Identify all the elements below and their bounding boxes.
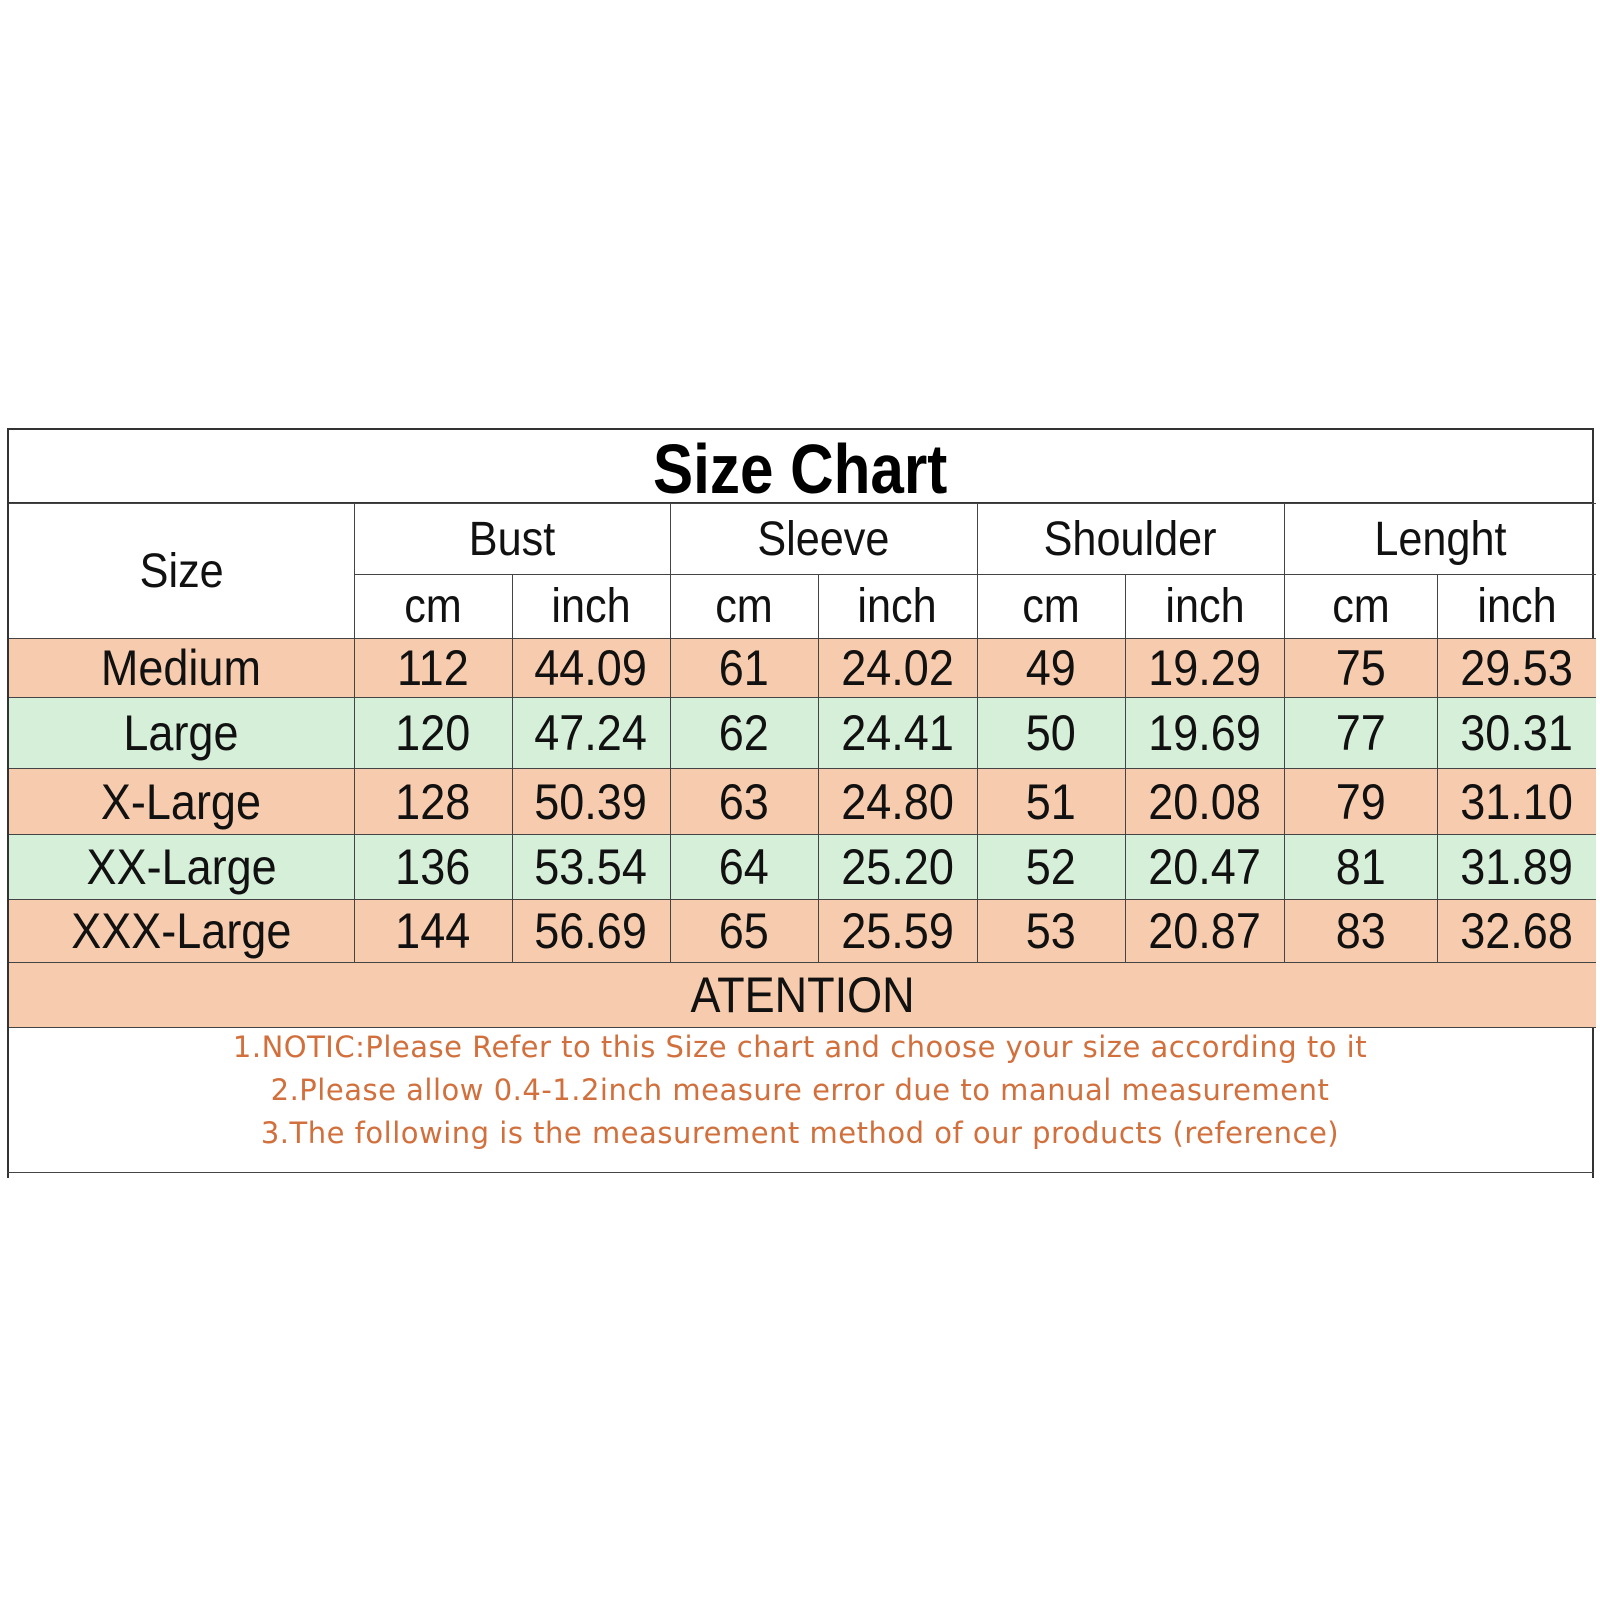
column-group-length: Lenght (1284, 504, 1596, 575)
divider (7, 1172, 1594, 1173)
size-label: XXX-Large (9, 900, 354, 963)
table-row (9, 835, 1596, 900)
table-cell: 20.47 (1125, 835, 1284, 900)
table-cell: 81 (1284, 835, 1437, 900)
size-label: Medium (9, 639, 354, 698)
unit-header: inch (512, 575, 670, 639)
table-cell: 62 (670, 698, 818, 769)
table-cell: 53 (977, 900, 1125, 963)
table-cell: 19.29 (1125, 639, 1284, 698)
table-cell: 83 (1284, 900, 1437, 963)
header-row-groups (9, 504, 1596, 575)
unit-header: inch (1437, 575, 1596, 639)
table-cell: 79 (1284, 769, 1437, 835)
unit-header: cm (977, 575, 1125, 639)
table-cell: 24.02 (818, 639, 977, 698)
table-row (9, 698, 1596, 769)
table-cell: 50.39 (512, 769, 670, 835)
size-chart (7, 428, 1594, 1178)
table-cell: 24.80 (818, 769, 977, 835)
column-header-size: Size (9, 504, 354, 639)
table-cell: 75 (1284, 639, 1437, 698)
title-row (9, 430, 1592, 508)
note-line: 1.NOTIC:Please Refer to this Size chart and choose your size according to it (232, 1030, 1368, 1064)
table-cell: 61 (670, 639, 818, 698)
column-group-sleeve: Sleeve (670, 504, 977, 575)
table-cell: 63 (670, 769, 818, 835)
table-cell: 112 (354, 639, 512, 698)
table-cell: 25.59 (818, 900, 977, 963)
column-group-bust: Bust (354, 504, 670, 575)
size-label: XX-Large (9, 835, 354, 900)
table-row (9, 639, 1596, 698)
table-cell: 19.69 (1125, 698, 1284, 769)
table-cell: 44.09 (512, 639, 670, 698)
table-cell: 30.31 (1437, 698, 1596, 769)
table-cell: 20.08 (1125, 769, 1284, 835)
column-group-shoulder: Shoulder (977, 504, 1284, 575)
page-title: Size Chart (653, 430, 948, 508)
table-cell: 24.41 (818, 698, 977, 769)
table-row (9, 769, 1596, 835)
note-line: 2.Please allow 0.4-1.2inch measure error due to manual measurement (270, 1073, 1330, 1107)
table-cell: 47.24 (512, 698, 670, 769)
unit-header: inch (1125, 575, 1284, 639)
unit-header: cm (354, 575, 512, 639)
table-cell: 77 (1284, 698, 1437, 769)
unit-header: cm (1284, 575, 1437, 639)
table-cell: 31.89 (1437, 835, 1596, 900)
table-cell: 32.68 (1437, 900, 1596, 963)
table-cell: 31.10 (1437, 769, 1596, 835)
attention-heading: ATENTION (9, 963, 1596, 1028)
table-cell: 128 (354, 769, 512, 835)
size-label: Large (9, 698, 354, 769)
size-label: X-Large (9, 769, 354, 835)
table-cell: 25.20 (818, 835, 977, 900)
size-table (9, 503, 1596, 1028)
table-cell: 49 (977, 639, 1125, 698)
table-cell: 136 (354, 835, 512, 900)
table-cell: 50 (977, 698, 1125, 769)
table-cell: 65 (670, 900, 818, 963)
table-cell: 20.87 (1125, 900, 1284, 963)
attention-row (9, 963, 1596, 1028)
unit-header: cm (670, 575, 818, 639)
table-cell: 51 (977, 769, 1125, 835)
note-line: 3.The following is the measurement method of our products (reference) (260, 1116, 1340, 1150)
table-cell: 120 (354, 698, 512, 769)
table-cell: 56.69 (512, 900, 670, 963)
table-cell: 53.54 (512, 835, 670, 900)
table-cell: 29.53 (1437, 639, 1596, 698)
unit-header: inch (818, 575, 977, 639)
table-cell: 144 (354, 900, 512, 963)
table-row (9, 900, 1596, 963)
table-cell: 64 (670, 835, 818, 900)
table-cell: 52 (977, 835, 1125, 900)
